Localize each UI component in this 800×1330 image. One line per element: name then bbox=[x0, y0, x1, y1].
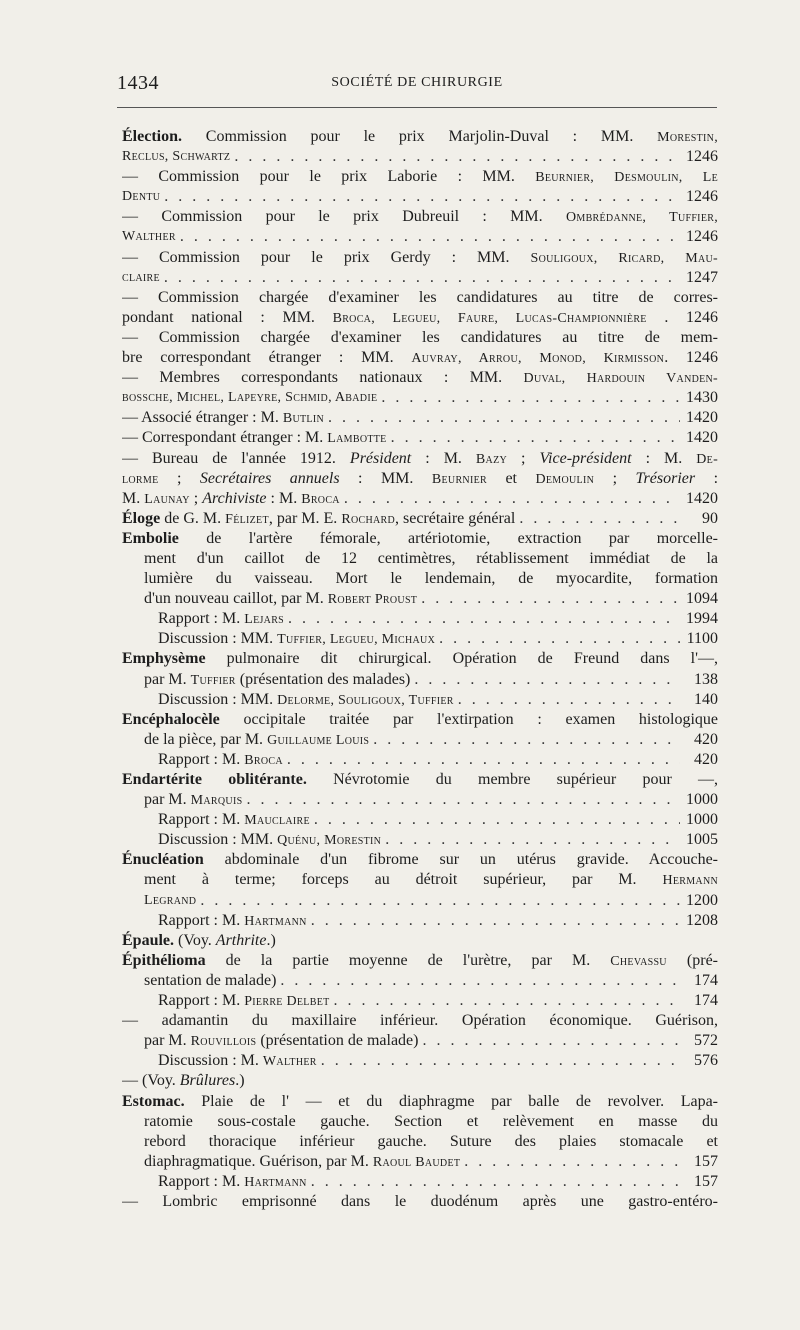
page-ref: 1246 bbox=[686, 188, 718, 206]
index-line: Éloge de G. M. Félizet, par M. E. Rochard, secrétaire général . . . 90 bbox=[122, 509, 718, 529]
page-ref: 157 bbox=[694, 1152, 718, 1170]
index-line: M. Launay ; Archiviste : M. Broca . . . 1420 bbox=[122, 489, 718, 509]
page-ref: 1420 bbox=[686, 409, 718, 427]
page-ref: 420 bbox=[694, 750, 718, 768]
index-line: rebord thoracique inférieur gauche. Suture des plaies stomacale et bbox=[144, 1132, 718, 1150]
page-ref: 572 bbox=[694, 1032, 718, 1050]
page-header bbox=[117, 72, 717, 96]
page-ref: 1246 bbox=[686, 148, 718, 166]
index-line: Épithélioma de la partie moyenne de l'urètre, par M. Chevassu (pré- bbox=[122, 951, 718, 969]
page-ref: 1420 bbox=[686, 489, 718, 507]
page-ref: 1246 bbox=[686, 228, 718, 246]
index-line: Discussion : MM. Delorme, Souligoux, Tuffier . . . 140 bbox=[122, 690, 718, 710]
index-entries bbox=[122, 127, 718, 1212]
index-line: — Lombric emprisonné dans le duodénum après une gastro-entéro- bbox=[122, 1192, 718, 1210]
page-ref: 1000 bbox=[686, 791, 718, 809]
header-rule bbox=[117, 107, 717, 108]
index-line: par M. Tuffier (présentation des malades) . . . 138 bbox=[122, 670, 718, 690]
page-ref: 1208 bbox=[686, 911, 718, 929]
index-line: par M. Rouvillois (présentation de malade) . . . 572 bbox=[122, 1031, 718, 1051]
index-line: Rapport : M. Broca . . . 420 bbox=[122, 750, 718, 770]
page-ref: 90 bbox=[702, 509, 718, 527]
index-line: lorme ; Secrétaires annuels : MM. Beurnier et Demoulin ; Trésorier : bbox=[122, 469, 718, 487]
index-line: Élection. Commission pour le prix Marjolin-Duval : MM. Morestin, bbox=[122, 128, 718, 145]
index-line: Rapport : M. Hartmann . . . 1208 bbox=[122, 911, 718, 931]
index-line: Discussion : M. Walther . . . 576 bbox=[122, 1051, 718, 1071]
index-line: — Bureau de l'année 1912. Président : M. Bazy ; Vice-président : M. De- bbox=[122, 449, 718, 467]
index-line: Épaule. (Voy. Arthrite.) bbox=[122, 931, 276, 949]
index-line: Emphysème pulmonaire dit chirurgical. Opération de Freund dans l'—, bbox=[122, 650, 718, 668]
page-ref: 1247 bbox=[686, 268, 718, 286]
index-line: de la pièce, par M. Guillaume Louis . . . 420 bbox=[122, 730, 718, 750]
index-line: Discussion : MM. Quénu, Morestin . . . 1005 bbox=[122, 830, 718, 850]
index-line: Encéphalocèle occipitale traitée par l'extirpation : examen histologique bbox=[122, 710, 718, 728]
index-line: Legrand . . . 1200 bbox=[122, 891, 718, 911]
running-title: SOCIÉTÉ DE CHIRURGIE bbox=[331, 75, 503, 90]
page-ref: 1430 bbox=[686, 389, 718, 407]
index-line: diaphragmatique. Guérison, par M. Raoul Baudet . . . 157 bbox=[122, 1152, 718, 1172]
index-line: — Commission pour le prix Dubreuil : MM. Ombrédanne, Tuffier, bbox=[122, 208, 718, 226]
page-ref: 1420 bbox=[686, 429, 718, 447]
index-line: par M. Marquis . . . 1000 bbox=[122, 790, 718, 810]
index-line: lumière du vaisseau. Mort le lendemain, de myocardite, formation bbox=[144, 570, 718, 588]
index-line: Dentu . . . 1246 bbox=[122, 187, 718, 207]
page-ref: 1000 bbox=[686, 811, 718, 829]
index-line: — Commission pour le prix Gerdy : MM. Souligoux, Ricard, Mau- bbox=[122, 248, 718, 266]
index-line: — (Voy. Brûlures.) bbox=[122, 1072, 245, 1090]
index-line: bre correspondant étranger : MM. Auvray, Arrou, Monod, Kirmisson. 1246 bbox=[122, 349, 718, 367]
index-line: — Commission pour le prix Laborie : MM. Beurnier, Desmoulin, Le bbox=[122, 168, 718, 186]
page-ref: 420 bbox=[694, 730, 718, 748]
index-line: bossche, Michel, Lapeyre, Schmid, Abadie . . . 1430 bbox=[122, 388, 718, 408]
index-line: — adamantin du maxillaire inférieur. Opération économique. Guérison, bbox=[122, 1012, 718, 1030]
index-line: — Commission chargée d'examiner les candidatures au titre de corres- bbox=[122, 288, 718, 306]
index-line: — Associé étranger : M. Butlin . . . 1420 bbox=[122, 408, 718, 428]
index-line: — Membres correspondants nationaux : MM. Duval, Hardouin Vanden- bbox=[122, 369, 718, 387]
index-line: pondant national : MM. Broca, Legueu, Faure, Lucas-Championnière . 1246 bbox=[122, 308, 718, 326]
page-ref: 138 bbox=[694, 670, 718, 688]
index-line: Énucléation abdominale d'un fibrome sur un utérus gravide. Accouche- bbox=[122, 851, 718, 869]
index-line: d'un nouveau caillot, par M. Robert Proust . . . 1094 bbox=[122, 589, 718, 609]
index-line: claire . . . 1247 bbox=[122, 268, 718, 288]
index-line: Endartérite oblitérante. Névrotomie du membre supérieur pour —, bbox=[122, 771, 718, 788]
index-line: ratomie sous-costale gauche. Section et relèvement en masse du bbox=[144, 1112, 718, 1130]
page-number: 1434 bbox=[117, 72, 159, 94]
page-ref: 157 bbox=[694, 1172, 718, 1190]
page-ref: 1005 bbox=[686, 831, 718, 849]
page-ref: 140 bbox=[694, 690, 718, 708]
index-line: — Commission chargée d'examiner les candidatures au titre de mem- bbox=[122, 328, 718, 346]
page-ref: 174 bbox=[694, 971, 718, 989]
page-ref: 174 bbox=[694, 992, 718, 1010]
index-line: ment d'un caillot de 12 centimètres, rétablissement immédiat de la bbox=[144, 549, 718, 567]
page-ref: 1994 bbox=[686, 610, 718, 628]
index-line: ment à terme; forceps au détroit supérieur, par M. Hermann bbox=[144, 871, 718, 889]
index-line: Rapport : M. Lejars . . . 1994 bbox=[122, 609, 718, 629]
index-line: Walther . . . 1246 bbox=[122, 227, 718, 247]
index-line: Rapport : M. Pierre Delbet . . . 174 bbox=[122, 991, 718, 1011]
index-line: Estomac. Plaie de l' — et du diaphragme par balle de revolver. Lapa- bbox=[122, 1092, 718, 1110]
index-line: sentation de malade) . . . 174 bbox=[122, 971, 718, 991]
index-line: Rapport : M. Hartmann . . . 157 bbox=[122, 1172, 718, 1192]
index-line: — Correspondant étranger : M. Lambotte . . . 1420 bbox=[122, 428, 718, 448]
page-ref: 1200 bbox=[686, 891, 718, 909]
page-ref: 1100 bbox=[686, 630, 718, 648]
index-line: Discussion : MM. Tuffier, Legueu, Michaux . . . 1100 bbox=[122, 629, 718, 649]
index-line: Reclus, Schwartz . . . 1246 bbox=[122, 147, 718, 167]
page-ref: 576 bbox=[694, 1052, 718, 1070]
index-line: Rapport : M. Mauclaire . . . 1000 bbox=[122, 810, 718, 830]
index-line: Embolie de l'artère fémorale, artériotomie, extraction par morcelle- bbox=[122, 529, 718, 547]
page-ref: 1094 bbox=[686, 590, 718, 608]
